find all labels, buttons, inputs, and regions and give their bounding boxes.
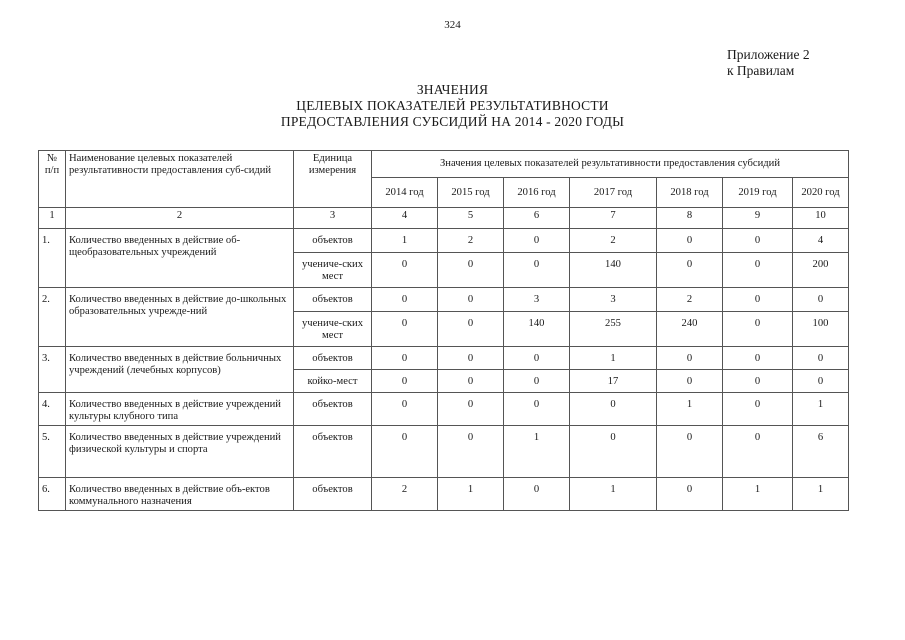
value-cell: 0 (372, 426, 438, 478)
value-cell: 0 (372, 312, 438, 347)
unit-cell: учениче-ских мест (294, 312, 372, 347)
value-cell: 0 (438, 312, 504, 347)
value-cell: 0 (723, 370, 793, 393)
appendix-line-2: к Правилам (727, 63, 795, 78)
value-cell: 0 (723, 347, 793, 370)
value-cell: 0 (723, 426, 793, 478)
title-line-2: ЦЕЛЕВЫХ ПОКАЗАТЕЛЕЙ РЕЗУЛЬТАТИВНОСТИ (296, 98, 609, 113)
value-cell: 3 (570, 288, 657, 312)
column-number: 1 (39, 208, 66, 229)
value-cell: 0 (723, 288, 793, 312)
value-cell: 1 (438, 478, 504, 511)
value-cell: 2 (372, 478, 438, 511)
value-cell: 0 (570, 393, 657, 426)
value-cell: 0 (372, 393, 438, 426)
value-cell: 2 (438, 229, 504, 253)
indicator-name: Количество введенных в действие учреждений культуры клубного типа (66, 393, 294, 426)
value-cell: 1 (793, 393, 849, 426)
value-cell: 0 (723, 229, 793, 253)
title-line-3: ПРЕДОСТАВЛЕНИЯ СУБСИДИЙ НА 2014 - 2020 ГОДЫ (280, 114, 625, 129)
table-body (39, 229, 849, 511)
value-cell: 0 (438, 426, 504, 478)
value-cell: 6 (793, 426, 849, 478)
value-cell: 2 (570, 229, 657, 253)
unit-cell: объектов (294, 229, 372, 253)
unit-cell: объектов (294, 393, 372, 426)
value-cell: 1 (570, 478, 657, 511)
value-cell: 1 (723, 478, 793, 511)
value-cell: 200 (793, 253, 849, 288)
value-cell: 0 (504, 253, 570, 288)
header-values: Значения целевых показателей результативности предоставления субсидий (372, 151, 849, 178)
unit-cell: койко-мест (294, 370, 372, 393)
value-cell: 0 (657, 347, 723, 370)
value-cell: 100 (793, 312, 849, 347)
value-cell: 0 (438, 393, 504, 426)
row-number: 1. (39, 229, 66, 288)
header-num: № п/п (39, 151, 66, 208)
row-number: 6. (39, 478, 66, 511)
value-cell: 0 (657, 426, 723, 478)
column-number: 7 (570, 208, 657, 229)
value-cell: 0 (438, 288, 504, 312)
title-line-1: ЗНАЧЕНИЯ (416, 82, 489, 97)
unit-cell: учениче-ских мест (294, 253, 372, 288)
row-number: 5. (39, 426, 66, 478)
value-cell: 140 (570, 253, 657, 288)
value-cell: 0 (504, 229, 570, 253)
value-cell: 3 (504, 288, 570, 312)
column-number: 3 (294, 208, 372, 229)
value-cell: 0 (657, 478, 723, 511)
value-cell: 0 (372, 288, 438, 312)
value-cell: 4 (793, 229, 849, 253)
header-year: 2020 год (793, 178, 849, 208)
value-cell: 0 (504, 478, 570, 511)
value-cell: 0 (570, 426, 657, 478)
value-cell: 1 (504, 426, 570, 478)
value-cell: 0 (504, 370, 570, 393)
column-number: 9 (723, 208, 793, 229)
value-cell: 255 (570, 312, 657, 347)
row-number: 2. (39, 288, 66, 347)
indicator-name: Количество введенных в действие учреждений физической культуры и спорта (66, 426, 294, 478)
table-row (39, 478, 849, 511)
value-cell: 240 (657, 312, 723, 347)
column-number: 4 (372, 208, 438, 229)
value-cell: 0 (657, 229, 723, 253)
value-cell: 0 (657, 370, 723, 393)
indicators-table (38, 150, 849, 511)
unit-cell: объектов (294, 478, 372, 511)
header-unit: Единица измерения (294, 151, 372, 208)
value-cell: 2 (657, 288, 723, 312)
table-row (39, 426, 849, 478)
table-row (39, 393, 849, 426)
column-number: 10 (793, 208, 849, 229)
header-year: 2018 год (657, 178, 723, 208)
column-number: 5 (438, 208, 504, 229)
document-title (0, 82, 905, 130)
value-cell: 17 (570, 370, 657, 393)
column-number: 2 (66, 208, 294, 229)
value-cell: 0 (372, 347, 438, 370)
value-cell: 0 (723, 393, 793, 426)
unit-cell: объектов (294, 347, 372, 370)
header-year: 2015 год (438, 178, 504, 208)
indicator-name: Количество введенных в действие объ-ектов коммунального назначения (66, 478, 294, 511)
value-cell: 0 (438, 253, 504, 288)
value-cell: 140 (504, 312, 570, 347)
value-cell: 0 (372, 253, 438, 288)
table-row (39, 229, 849, 253)
table-row (39, 347, 849, 370)
value-cell: 0 (372, 370, 438, 393)
value-cell: 1 (570, 347, 657, 370)
value-cell: 0 (504, 393, 570, 426)
header-year: 2014 год (372, 178, 438, 208)
row-number: 3. (39, 347, 66, 393)
indicator-name: Количество введенных в действие больничных учреждений (лечебных корпусов) (66, 347, 294, 393)
header-year: 2016 год (504, 178, 570, 208)
row-number: 4. (39, 393, 66, 426)
value-cell: 1 (372, 229, 438, 253)
header-name: Наименование целевых показателей результативности предоставления суб-сидий (66, 151, 294, 208)
table-row (39, 288, 849, 312)
page-number: 324 (444, 19, 461, 31)
indicator-name: Количество введенных в действие до-школьных образовательных учрежде-ний (66, 288, 294, 347)
value-cell: 0 (504, 347, 570, 370)
column-number: 6 (504, 208, 570, 229)
column-number: 8 (657, 208, 723, 229)
unit-cell: объектов (294, 426, 372, 478)
indicator-name: Количество введенных в действие об-щеобразовательных учреждений (66, 229, 294, 288)
value-cell: 0 (438, 370, 504, 393)
unit-cell: объектов (294, 288, 372, 312)
value-cell: 0 (793, 288, 849, 312)
value-cell: 0 (438, 347, 504, 370)
header-year: 2017 год (570, 178, 657, 208)
appendix-reference (727, 47, 810, 79)
value-cell: 0 (723, 253, 793, 288)
header-year: 2019 год (723, 178, 793, 208)
value-cell: 0 (793, 370, 849, 393)
value-cell: 0 (657, 253, 723, 288)
value-cell: 1 (657, 393, 723, 426)
appendix-line-1: Приложение 2 (727, 47, 810, 62)
value-cell: 0 (793, 347, 849, 370)
value-cell: 0 (723, 312, 793, 347)
value-cell: 1 (793, 478, 849, 511)
